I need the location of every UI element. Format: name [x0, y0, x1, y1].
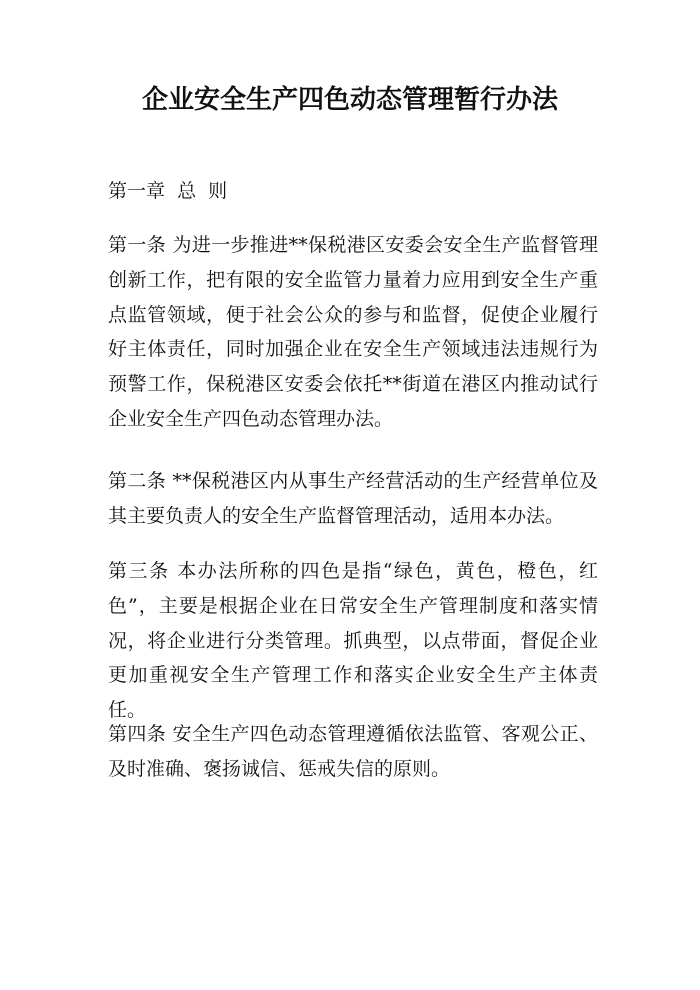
chapter-heading: 第一章 总 则: [108, 180, 228, 202]
article-1: 第一条 为进一步推进**保税港区安委会安全生产监督管理创新工作，把有限的安全监管力量着力应用到安全生产重点监管领域，便于社会公众的参与和监督，促使企业履行好主体责任，同时加强企业在安全生产领域违法违规行为预警工作，保税港区安委会依托**街道在港区内推动试行企业安全生产四色动态管理办法。: [108, 234, 598, 430]
article-4: 第四条 安全生产四色动态管理遵循依法监管、客观公正、及时准确、褒扬诚信、惩戒失信的原则。: [108, 723, 598, 780]
article-2: 第二条 **保税港区内从事生产经营活动的生产经营单位及其主要负责人的安全生产监督管理活动，适用本办法。: [108, 470, 598, 527]
document-title: 企业安全生产四色动态管理暂行办法: [141, 85, 558, 115]
article-3: 第三条 本办法所称的四色是指“绿色，黄色，橙色，红色”，主要是根据企业在日常安全生产管理制度和落实情况，将企业进行分类管理。抓典型，以点带面，督促企业更加重视安全生产管理工作和落实企业安全生产主体责任。: [108, 560, 598, 722]
